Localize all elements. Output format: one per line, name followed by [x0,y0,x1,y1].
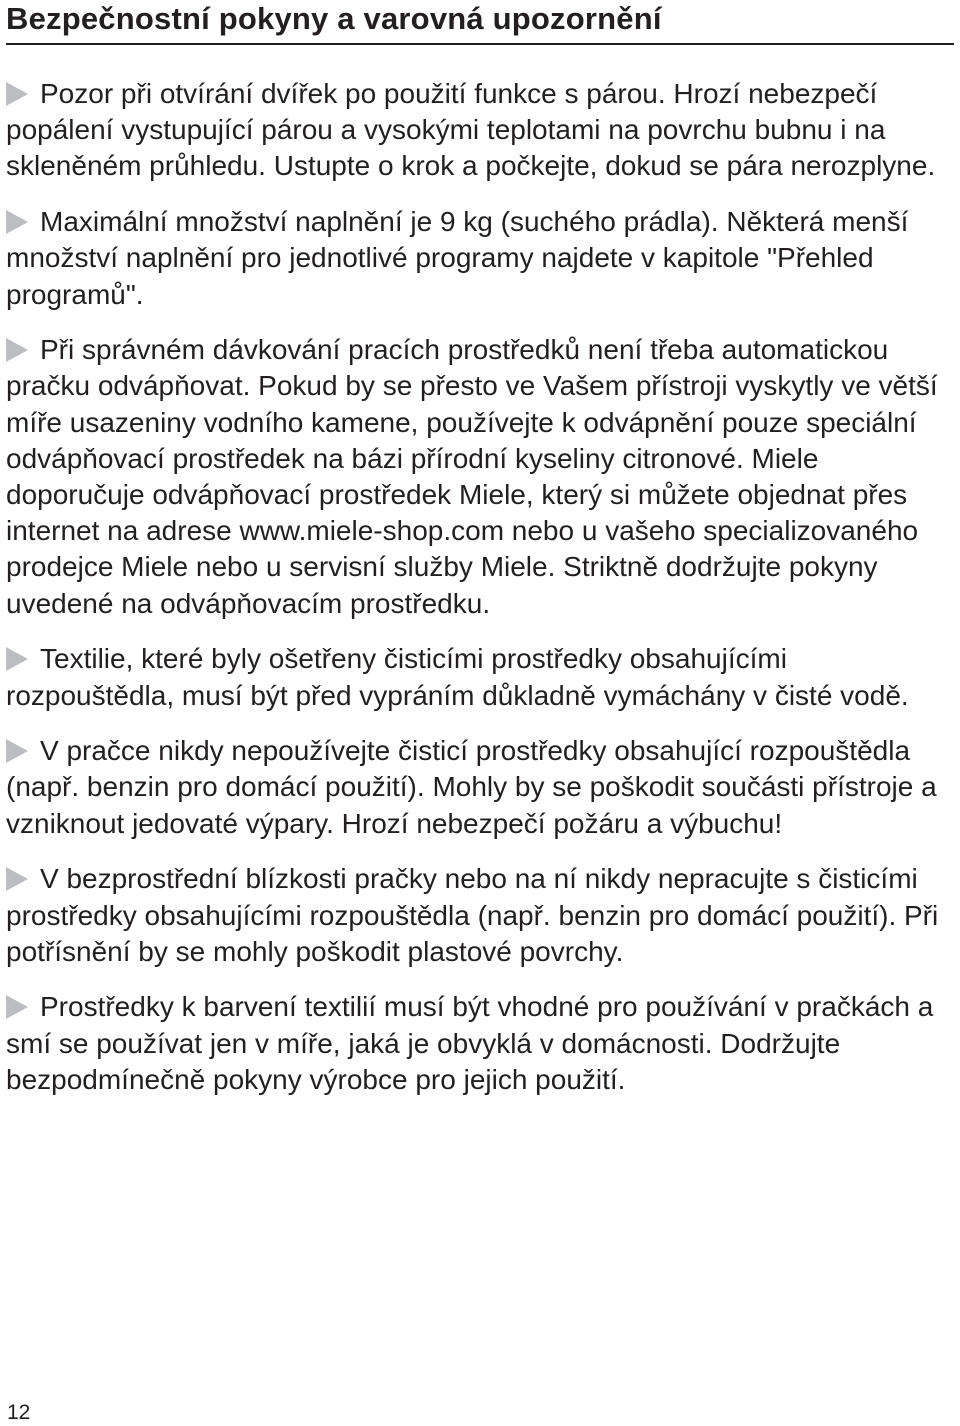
triangle-bullet-icon [6,867,28,891]
list-item [6,641,950,713]
triangle-bullet-icon [6,647,28,671]
triangle-bullet-icon [6,82,28,106]
list-item [6,861,950,970]
list-item [6,989,950,1098]
page-title: Bezpečnostní pokyny a varovná upozornění [6,1,662,36]
list-item-text: Maximální množství naplnění je 9 kg (suchého prádla). Některá menší množství naplnění pro jednotlivé programy najdete v kapitole "Přehled programů". [6,206,909,310]
safety-instructions-list [6,76,950,1118]
list-item-text: V bezprostřední blízkosti pračky nebo na ní nikdy nepracujte s čisticími prostředky obsahujícími rozpouštědla (např. benzin pro domácí použití). Při potřísnění by se mohly poškodit plastové povrchy. [6,863,939,967]
list-item-text: Při správném dávkování pracích prostředků není třeba automatickou pračku odvápňovat. Pokud by se přesto ve Vašem přístroji vyskytly ve větší míře usazeniny vodního kamene, používejte k odvápnění pouze speciální odvápňovací prostředek na bázi přírodní kyseliny citronové. Miele doporučuje odvápňovací prostředek Miele, který si můžete objednat přes internet na adrese www.miele-shop.com nebo u vašeho specializovaného prodejce Miele nebo u servisní služby Miele. Striktně dodržujte pokyny uvedené na odvápňovacím prostředku. [6,334,938,619]
triangle-bullet-icon [6,739,28,763]
triangle-bullet-icon [6,338,28,362]
list-item [6,204,950,313]
list-item [6,76,950,185]
list-item [6,332,950,622]
title-divider [6,43,954,45]
list-item [6,733,950,842]
list-item-text: Textilie, které byly ošetřeny čisticími prostředky obsahujícími rozpouštědla, musí být před vypráním důkladně vymáchány v čisté vodě. [6,643,909,711]
triangle-bullet-icon [6,210,28,234]
list-item-text: Pozor při otvírání dvířek po použití funkce s párou. Hrozí nebezpečí popálení vystupující párou a vysokými teplotami na povrchu bubnu i na skleněném průhledu. Ustupte o krok a počkejte, dokud se pára nerozplyne. [6,78,936,182]
triangle-bullet-icon [6,995,28,1019]
list-item-text: Prostředky k barvení textilií musí být vhodné pro používání v pračkách a smí se používat jen v míře, jaká je obvyklá v domácnosti. Dodržujte bezpodmínečně pokyny výrobce pro jejich použití. [6,991,934,1095]
page-number: 12 [7,1401,31,1424]
list-item-text: V pračce nikdy nepoužívejte čisticí prostředky obsahující rozpouštědla (např. benzin pro domácí použití). Mohly by se poškodit součásti přístroje a vzniknout jedovaté výpary. Hrozí nebezpečí požáru a výbuchu! [6,735,937,839]
